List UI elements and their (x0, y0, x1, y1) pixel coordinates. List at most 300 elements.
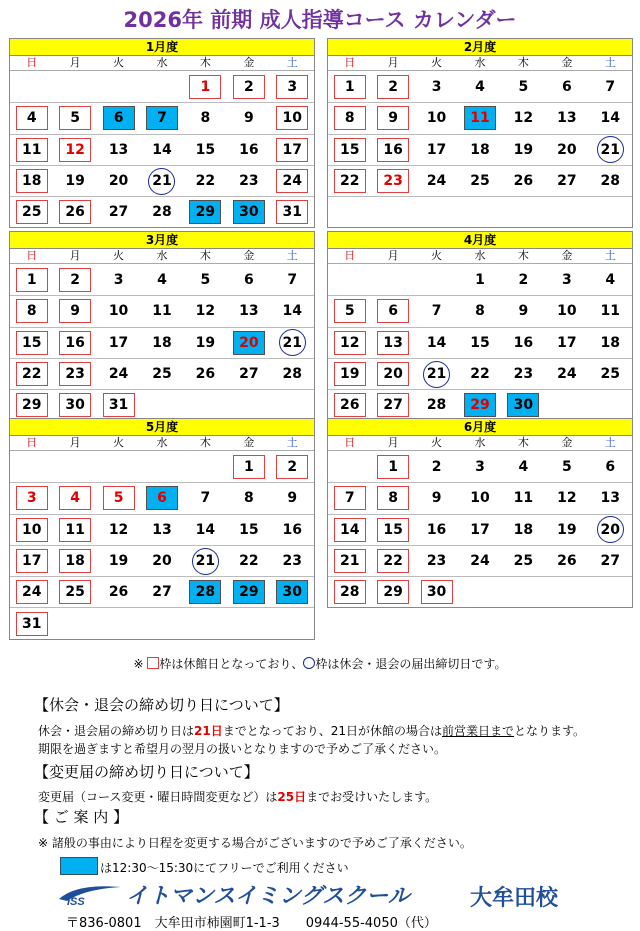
day-number: 22 (470, 366, 490, 383)
day-cell (545, 327, 588, 358)
day-cell (53, 514, 96, 545)
day-cell (53, 358, 96, 389)
day-cell (545, 295, 588, 326)
legend-prefix: ※ (133, 657, 148, 671)
day-cell (415, 545, 458, 576)
day-cell (545, 576, 588, 607)
day-number: 27 (108, 204, 129, 221)
weekday-label: 火 (113, 249, 125, 262)
day-cell (184, 71, 227, 102)
day-number: 9 (243, 110, 254, 127)
day-cell (371, 576, 414, 607)
day-cell (97, 165, 140, 196)
day-number: 4 (605, 271, 616, 288)
day-cell (227, 134, 270, 165)
day-number: 6 (103, 106, 135, 130)
day-number: 5 (200, 271, 211, 288)
day-number: 20 (557, 141, 577, 158)
day-number: 6 (146, 486, 178, 510)
cancel-line-1 (38, 722, 585, 739)
day-number: 21 (279, 329, 306, 356)
day-cell (589, 295, 632, 326)
month-label: 2月度 (328, 39, 632, 56)
day-cell (328, 264, 371, 295)
deadline-21: 21日 (194, 724, 223, 738)
day-cell (328, 71, 371, 102)
day-cell (415, 358, 458, 389)
day-cell (502, 196, 545, 227)
day-number: 29 (233, 580, 265, 604)
day-number: 18 (16, 169, 48, 193)
day-cell (53, 389, 96, 420)
day-number: 14 (195, 521, 216, 538)
calendar-month-1 (9, 38, 315, 228)
day-number: 4 (157, 271, 167, 288)
day-number: 9 (431, 490, 442, 507)
day-number: 10 (426, 110, 447, 127)
day-number: 29 (464, 393, 496, 417)
day-number: 16 (59, 331, 91, 355)
day-cell (184, 607, 227, 638)
day-number: 30 (59, 393, 91, 417)
day-number: 30 (421, 580, 453, 604)
day-cell (458, 165, 501, 196)
weekday-label: 水 (156, 436, 168, 449)
day-cell (140, 358, 183, 389)
day-number: 4 (59, 486, 91, 510)
day-cell (371, 327, 414, 358)
weekday-label: 火 (431, 56, 443, 69)
day-cell (545, 358, 588, 389)
day-cell (589, 358, 632, 389)
day-cell (97, 545, 140, 576)
day-number: 25 (59, 580, 91, 604)
day-cell (271, 482, 314, 513)
day-number: 2 (377, 75, 409, 99)
day-number: 9 (287, 490, 298, 507)
day-number: 18 (600, 334, 620, 351)
day-cell (458, 327, 501, 358)
day-cell (10, 196, 53, 227)
day-cell (271, 165, 314, 196)
weekday-label: 月 (69, 249, 81, 262)
day-cell (371, 264, 414, 295)
day-cell (589, 327, 632, 358)
weekday-label: 金 (561, 249, 573, 262)
day-number: 7 (146, 106, 178, 130)
weekday-label: 日 (344, 56, 356, 69)
day-cell (589, 545, 632, 576)
day-cell (140, 71, 183, 102)
weekday-label: 月 (387, 436, 399, 449)
day-grid (10, 71, 314, 227)
day-cell (415, 165, 458, 196)
day-cell (184, 165, 227, 196)
legend-circle-text: 枠は休会・退会の届出締切日です。 (315, 657, 507, 671)
day-number: 14 (600, 110, 620, 127)
day-number: 14 (282, 303, 302, 320)
day-number: 13 (239, 303, 259, 320)
day-cell (271, 358, 314, 389)
day-cell (415, 327, 458, 358)
day-cell (227, 514, 270, 545)
day-number: 11 (152, 303, 172, 320)
day-number: 11 (513, 490, 534, 507)
day-number: 5 (518, 78, 529, 95)
day-number: 24 (470, 553, 490, 570)
day-cell (589, 482, 632, 513)
day-cell (53, 545, 96, 576)
day-number: 19 (557, 521, 577, 538)
day-cell (97, 482, 140, 513)
day-cell (97, 71, 140, 102)
calendar-month-6 (327, 418, 633, 608)
day-cell (227, 295, 270, 326)
day-number: 28 (426, 397, 447, 414)
day-number: 4 (518, 458, 529, 475)
day-cell (227, 482, 270, 513)
day-number: 8 (243, 490, 254, 507)
day-grid (10, 451, 314, 639)
day-cell (415, 134, 458, 165)
day-cell (140, 196, 183, 227)
day-cell (458, 482, 501, 513)
day-number: 7 (200, 490, 211, 507)
day-cell (371, 482, 414, 513)
day-number: 6 (561, 78, 572, 95)
day-number: 23 (282, 553, 302, 570)
day-cell (184, 196, 227, 227)
day-cell (97, 576, 140, 607)
day-number: 21 (423, 361, 450, 388)
closed-box-icon (147, 657, 159, 669)
day-number: 17 (108, 334, 129, 351)
day-cell (184, 545, 227, 576)
day-cell (545, 545, 588, 576)
day-number: 3 (561, 271, 572, 288)
day-cell (328, 165, 371, 196)
day-cell (97, 514, 140, 545)
day-cell (53, 264, 96, 295)
school-name: 大牟田校 (470, 886, 559, 911)
day-cell (458, 451, 501, 482)
day-cell (328, 196, 371, 227)
day-number: 19 (108, 553, 129, 570)
day-cell (328, 514, 371, 545)
day-cell (271, 102, 314, 133)
day-cell (53, 134, 96, 165)
weekday-header (10, 436, 314, 451)
day-number: 20 (108, 173, 129, 190)
day-cell (589, 451, 632, 482)
day-number: 10 (276, 106, 308, 130)
calendar-month-3 (9, 231, 315, 421)
day-number: 10 (470, 490, 490, 507)
day-cell (545, 264, 588, 295)
day-cell (10, 545, 53, 576)
day-number: 23 (59, 362, 91, 386)
day-cell (10, 607, 53, 638)
day-number: 26 (108, 584, 129, 601)
day-number: 16 (239, 141, 259, 158)
day-cell (184, 514, 227, 545)
change-line-1 (38, 788, 437, 805)
day-cell (227, 576, 270, 607)
day-cell (502, 71, 545, 102)
day-cell (371, 514, 414, 545)
day-number: 8 (377, 486, 409, 510)
day-number: 15 (377, 518, 409, 542)
day-cell (53, 295, 96, 326)
day-number: 26 (557, 553, 577, 570)
day-number: 10 (557, 303, 577, 320)
day-cell (328, 295, 371, 326)
day-cell (371, 71, 414, 102)
day-number: 7 (334, 486, 366, 510)
day-number: 11 (600, 303, 620, 320)
day-number: 28 (282, 366, 302, 383)
day-number: 24 (108, 366, 129, 383)
day-cell (271, 545, 314, 576)
day-cell (227, 264, 270, 295)
text: までとなっており、21日が休館の場合は (222, 724, 442, 738)
day-cell (502, 264, 545, 295)
day-number: 17 (557, 334, 577, 351)
weekday-label: 月 (69, 436, 81, 449)
day-cell (415, 482, 458, 513)
weekday-label: 金 (561, 436, 573, 449)
day-number: 7 (431, 303, 442, 320)
day-number: 17 (276, 138, 308, 162)
brand-name: イトマンスイミングスクール (126, 884, 410, 909)
day-number: 2 (59, 268, 91, 292)
day-cell (458, 576, 501, 607)
day-number: 20 (597, 516, 624, 543)
day-cell (184, 482, 227, 513)
weekday-label: 水 (156, 249, 168, 262)
day-number: 26 (334, 393, 366, 417)
day-cell (227, 389, 270, 420)
day-number: 2 (233, 75, 265, 99)
day-cell (545, 196, 588, 227)
weekday-label: 木 (517, 56, 529, 69)
day-cell (53, 607, 96, 638)
day-cell (227, 607, 270, 638)
day-cell (10, 358, 53, 389)
day-grid (328, 71, 632, 227)
day-cell (97, 264, 140, 295)
day-number: 12 (108, 521, 129, 538)
day-cell (545, 451, 588, 482)
day-cell (458, 358, 501, 389)
day-cell (328, 482, 371, 513)
weekday-label: 金 (243, 436, 255, 449)
day-cell (184, 576, 227, 607)
day-cell (371, 295, 414, 326)
day-number: 19 (65, 173, 85, 190)
day-number: 12 (513, 110, 534, 127)
day-cell (97, 451, 140, 482)
calendar-month-4 (327, 231, 633, 421)
day-cell (328, 576, 371, 607)
day-number: 6 (243, 271, 254, 288)
day-cell (97, 327, 140, 358)
day-cell (458, 102, 501, 133)
day-number: 10 (108, 303, 129, 320)
day-cell (502, 576, 545, 607)
day-number: 23 (513, 366, 534, 383)
day-cell (271, 451, 314, 482)
day-number: 28 (600, 173, 620, 190)
day-cell (458, 134, 501, 165)
weekday-label: 水 (474, 436, 486, 449)
day-cell (53, 165, 96, 196)
day-number: 28 (189, 580, 221, 604)
day-cell (140, 327, 183, 358)
section-title-change: 【変更届の締め切り日について】 (34, 763, 259, 781)
day-cell (140, 514, 183, 545)
day-cell (271, 327, 314, 358)
day-number: 9 (518, 303, 529, 320)
day-cell (371, 196, 414, 227)
day-number: 30 (507, 393, 539, 417)
day-number: 18 (470, 141, 490, 158)
day-cell (589, 264, 632, 295)
weekday-label: 日 (344, 249, 356, 262)
weekday-label: 火 (431, 436, 443, 449)
day-cell (271, 514, 314, 545)
day-cell (271, 134, 314, 165)
day-grid (328, 451, 632, 607)
day-cell (545, 102, 588, 133)
day-cell (184, 389, 227, 420)
month-label: 5月度 (10, 419, 314, 436)
day-cell (10, 165, 53, 196)
day-cell (458, 196, 501, 227)
day-cell (140, 482, 183, 513)
day-cell (97, 102, 140, 133)
day-number: 14 (334, 518, 366, 542)
day-cell (184, 451, 227, 482)
day-number: 27 (377, 393, 409, 417)
weekday-header (10, 249, 314, 264)
day-number: 4 (16, 106, 48, 130)
day-cell (140, 607, 183, 638)
day-number: 13 (377, 331, 409, 355)
day-cell (140, 134, 183, 165)
day-number: 14 (152, 141, 172, 158)
day-number: 14 (426, 334, 447, 351)
day-number: 21 (192, 548, 219, 575)
weekday-label: 木 (199, 436, 211, 449)
day-cell (415, 451, 458, 482)
day-cell (10, 482, 53, 513)
day-cell (589, 134, 632, 165)
weekday-label: 月 (69, 56, 81, 69)
day-cell (184, 295, 227, 326)
day-cell (53, 196, 96, 227)
day-number: 17 (16, 549, 48, 573)
day-number: 29 (16, 393, 48, 417)
circle-icon (303, 657, 315, 669)
day-number: 27 (557, 173, 577, 190)
day-cell (140, 102, 183, 133)
day-number: 18 (513, 521, 534, 538)
day-number: 25 (152, 366, 172, 383)
day-number: 25 (470, 173, 490, 190)
day-number: 16 (426, 521, 447, 538)
info-line-1: ※ 諸般の事由により日程を変更する場合がございますので予めご了承ください。 (38, 836, 472, 850)
day-cell (271, 264, 314, 295)
day-number: 31 (16, 612, 48, 636)
day-cell (458, 389, 501, 420)
day-cell (271, 607, 314, 638)
day-number: 17 (470, 521, 490, 538)
day-cell (10, 389, 53, 420)
day-cell (97, 295, 140, 326)
day-cell (140, 264, 183, 295)
day-grid (10, 264, 314, 420)
day-number: 22 (239, 553, 259, 570)
day-number: 25 (513, 553, 534, 570)
day-cell (502, 514, 545, 545)
day-cell (53, 327, 96, 358)
day-cell (140, 451, 183, 482)
day-number: 27 (239, 366, 259, 383)
day-cell (53, 71, 96, 102)
day-number: 24 (276, 169, 308, 193)
iss-logo-icon (57, 881, 123, 907)
weekday-label: 日 (26, 436, 38, 449)
cancel-line-2: 期限を過ぎますと希望月の翌月の扱いとなりますので予めご了承ください。 (38, 742, 447, 756)
day-cell (227, 327, 270, 358)
day-number: 4 (475, 78, 485, 95)
day-cell (589, 102, 632, 133)
text: となります。 (514, 724, 586, 738)
day-cell (10, 134, 53, 165)
day-cell (502, 165, 545, 196)
day-cell (545, 514, 588, 545)
day-number: 28 (152, 204, 172, 221)
day-cell (545, 71, 588, 102)
day-cell (371, 102, 414, 133)
weekday-label: 土 (286, 56, 298, 69)
day-number: 8 (200, 110, 211, 127)
day-number: 15 (470, 334, 490, 351)
info-line-2: は12:30～15:30にてフリーでご利用ください (100, 861, 349, 875)
day-number: 26 (513, 173, 534, 190)
weekday-label: 火 (113, 56, 125, 69)
day-number: 1 (189, 75, 221, 99)
weekday-label: 土 (604, 56, 616, 69)
day-number: 20 (233, 331, 265, 355)
day-cell (227, 451, 270, 482)
day-number: 3 (276, 75, 308, 99)
weekday-header (328, 436, 632, 451)
day-cell (458, 71, 501, 102)
day-number: 25 (600, 366, 620, 383)
day-number: 3 (431, 78, 442, 95)
day-number: 23 (426, 553, 447, 570)
page-title: 2026年 前期 成人指導コース カレンダー (123, 8, 517, 32)
day-number: 31 (276, 200, 308, 224)
day-cell (10, 514, 53, 545)
day-cell (458, 264, 501, 295)
weekday-label: 日 (26, 249, 38, 262)
logo-text: ISS (67, 896, 85, 907)
day-cell (53, 102, 96, 133)
day-number: 21 (148, 168, 175, 195)
